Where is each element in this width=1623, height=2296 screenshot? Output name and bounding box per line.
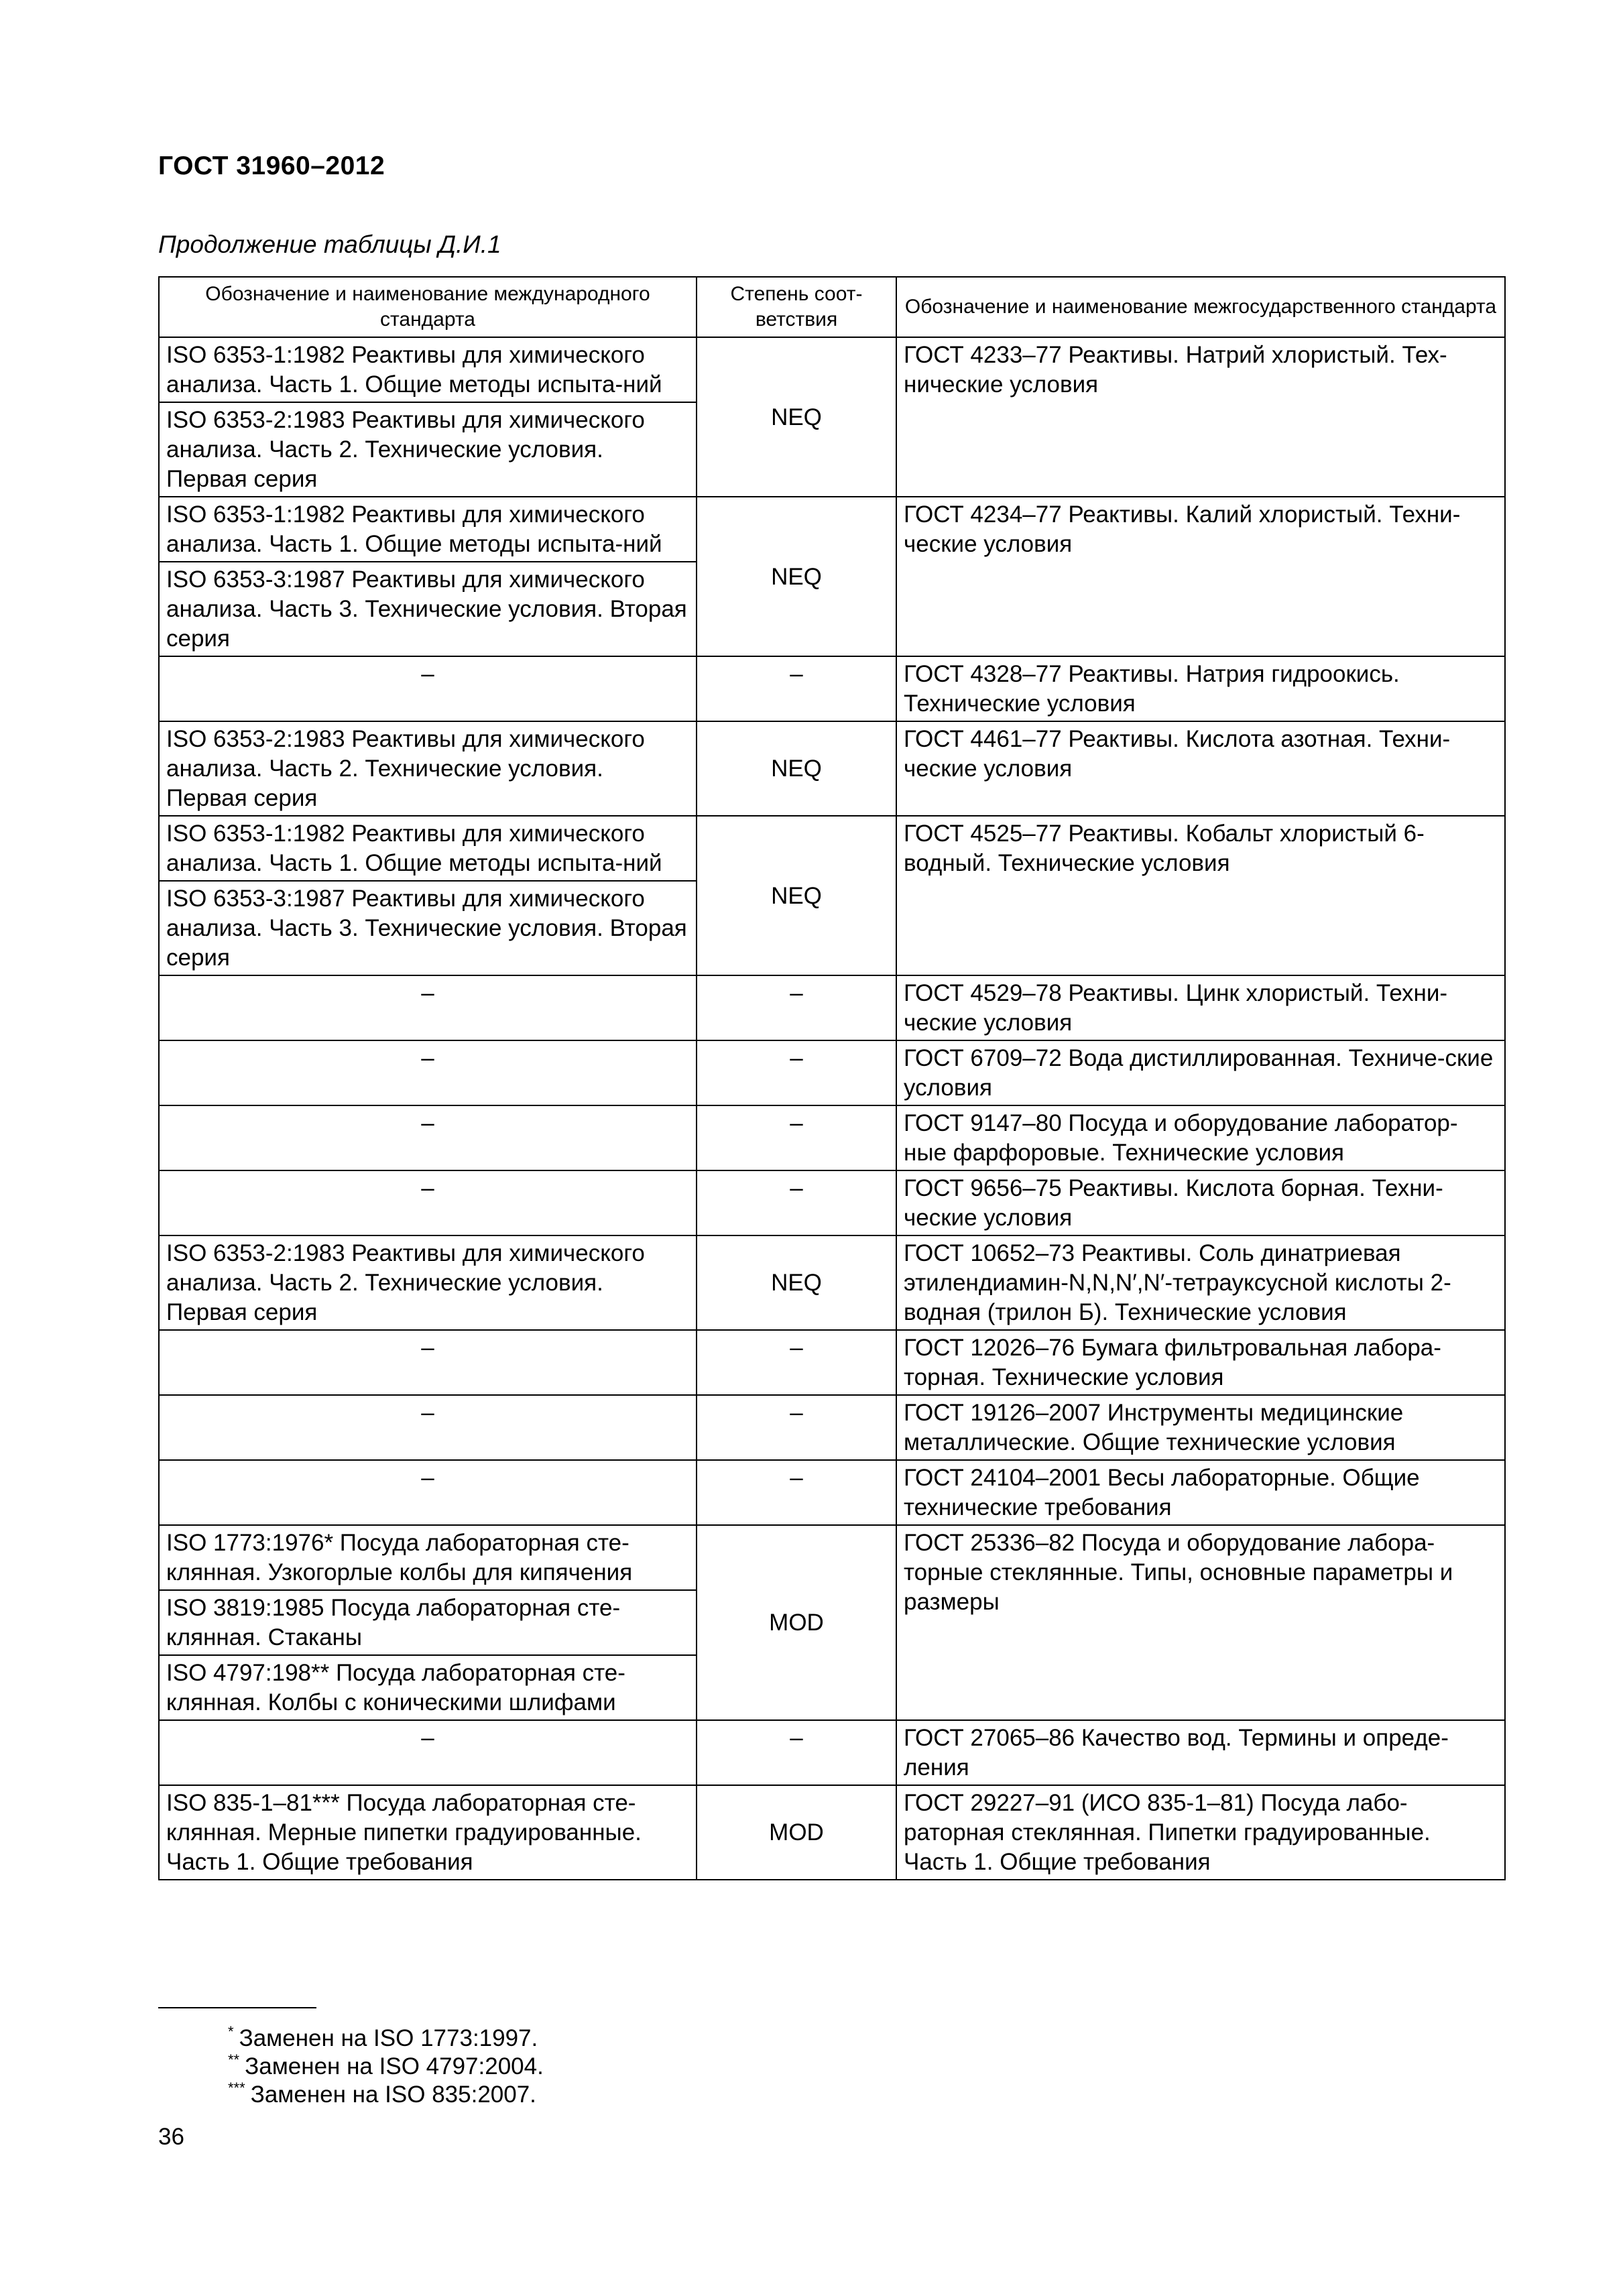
table-row	[159, 721, 1505, 816]
page-number: 36	[158, 2124, 184, 2150]
international-standard-cell: –	[159, 1105, 697, 1170]
footnote-mark: ***	[228, 2079, 245, 2096]
interstate-standard-cell: ГОСТ 4529–78 Реактивы. Цинк хлористый. Техни-ческие условия	[896, 975, 1505, 1040]
interstate-standard-cell: ГОСТ 29227–91 (ИСО 835-1–81) Посуда лабо-раторная стеклянная. Пипетки градуированные. Часть 1. Общие требования	[896, 1785, 1505, 1880]
interstate-standard-cell: ГОСТ 4461–77 Реактивы. Кислота азотная. Техни-ческие условия	[896, 721, 1505, 816]
degree-of-conformity-cell: –	[697, 1720, 896, 1785]
table-row	[159, 1720, 1505, 1785]
interstate-standard-cell: ГОСТ 4525–77 Реактивы. Кобальт хлористый 6-водный. Технические условия	[896, 816, 1505, 975]
international-standard-cell: ISO 6353-3:1987 Реактивы для химического анализа. Часть 3. Технические условия. Вторая серия	[159, 562, 697, 656]
international-standard-cell: –	[159, 656, 697, 721]
interstate-standard-cell: ГОСТ 27065–86 Качество вод. Термины и опреде-ления	[896, 1720, 1505, 1785]
table-row	[159, 1330, 1505, 1395]
table-row	[159, 656, 1505, 721]
interstate-standard-cell: ГОСТ 10652–73 Реактивы. Соль динатриевая этилендиамин-N,N,N′,N′-тетрауксусной кислоты 2-водная (трилон Б). Технические условия	[896, 1235, 1505, 1330]
degree-of-conformity-cell: NEQ	[697, 497, 896, 656]
degree-of-conformity-cell: –	[697, 1105, 896, 1170]
degree-of-conformity-cell: –	[697, 1460, 896, 1525]
international-standard-cell: ISO 835-1–81*** Посуда лабораторная сте-клянная. Мерные пипетки градуированные. Часть 1. Общие требования	[159, 1785, 697, 1880]
international-standard-cell: –	[159, 1040, 697, 1105]
interstate-standard-cell: ГОСТ 6709–72 Вода дистиллированная. Техниче-ские условия	[896, 1040, 1505, 1105]
international-standard-cell: ISO 6353-2:1983 Реактивы для химического анализа. Часть 2. Технические условия. Первая серия	[159, 402, 697, 497]
table-row	[159, 1785, 1505, 1880]
degree-of-conformity-cell: NEQ	[697, 816, 896, 975]
table-row	[159, 1395, 1505, 1460]
interstate-standard-cell: ГОСТ 24104–2001 Весы лабораторные. Общие технические требования	[896, 1460, 1505, 1525]
interstate-standard-cell: ГОСТ 4234–77 Реактивы. Калий хлористый. Техни-ческие условия	[896, 497, 1505, 656]
international-standard-cell: ISO 6353-1:1982 Реактивы для химического анализа. Часть 1. Общие методы испыта-ний	[159, 816, 697, 881]
degree-of-conformity-cell: NEQ	[697, 1235, 896, 1330]
table-row	[159, 975, 1505, 1040]
international-standard-cell: ISO 3819:1985 Посуда лабораторная сте-клянная. Стаканы	[159, 1590, 697, 1655]
international-standard-cell: –	[159, 1330, 697, 1395]
degree-of-conformity-cell: –	[697, 1395, 896, 1460]
table-row	[159, 337, 1505, 402]
international-standard-cell: ISO 6353-1:1982 Реактивы для химического анализа. Часть 1. Общие методы испыта-ний	[159, 337, 697, 402]
document-title: ГОСТ 31960–2012	[158, 152, 385, 180]
international-standard-cell: –	[159, 1460, 697, 1525]
interstate-standard-cell: ГОСТ 4233–77 Реактивы. Натрий хлористый. Тех-нические условия	[896, 337, 1505, 497]
international-standard-cell: –	[159, 1170, 697, 1235]
footnote	[228, 2074, 536, 2109]
degree-of-conformity-cell: –	[697, 975, 896, 1040]
table-row	[159, 1525, 1505, 1590]
degree-of-conformity-cell: –	[697, 1330, 896, 1395]
footnote-separator	[158, 2007, 316, 2008]
table-row	[159, 1040, 1505, 1105]
international-standard-cell: ISO 6353-2:1983 Реактивы для химического анализа. Часть 2. Технические условия. Первая серия	[159, 721, 697, 816]
degree-of-conformity-cell: –	[697, 656, 896, 721]
interstate-standard-cell: ГОСТ 19126–2007 Инструменты медицинские металлические. Общие технические условия	[896, 1395, 1505, 1460]
international-standard-cell: –	[159, 975, 697, 1040]
interstate-standard-cell: ГОСТ 9656–75 Реактивы. Кислота борная. Техни-ческие условия	[896, 1170, 1505, 1235]
footnote-text: Заменен на ISO 835:2007.	[250, 2081, 536, 2108]
table-row	[159, 497, 1505, 562]
table-row	[159, 1460, 1505, 1525]
header-international-standard: Обозначение и наименование международного стандарта	[159, 277, 697, 337]
international-standard-cell: ISO 4797:198** Посуда лабораторная сте-клянная. Колбы с коническими шлифами	[159, 1655, 697, 1720]
footnote-text: Заменен на ISO 4797:2004.	[245, 2053, 544, 2079]
standards-table	[158, 276, 1506, 1880]
table-header-row	[159, 277, 1505, 337]
interstate-standard-cell: ГОСТ 12026–76 Бумага фильтровальная лабора-торная. Технические условия	[896, 1330, 1505, 1395]
header-interstate-standard: Обозначение и наименование межгосударственного стандарта	[896, 277, 1505, 337]
footnote-mark: *	[228, 2023, 234, 2040]
interstate-standard-cell: ГОСТ 25336–82 Посуда и оборудование лабора-торные стеклянные. Типы, основные параметры и размеры	[896, 1525, 1505, 1720]
degree-of-conformity-cell: MOD	[697, 1785, 896, 1880]
international-standard-cell: –	[159, 1395, 697, 1460]
degree-of-conformity-cell: –	[697, 1170, 896, 1235]
international-standard-cell: ISO 6353-2:1983 Реактивы для химического анализа. Часть 2. Технические условия. Первая серия	[159, 1235, 697, 1330]
table-row	[159, 1170, 1505, 1235]
table-row	[159, 816, 1505, 881]
table-row	[159, 1235, 1505, 1330]
international-standard-cell: –	[159, 1720, 697, 1785]
international-standard-cell: ISO 6353-1:1982 Реактивы для химического анализа. Часть 1. Общие методы испыта-ний	[159, 497, 697, 562]
degree-of-conformity-cell: –	[697, 1040, 896, 1105]
degree-of-conformity-cell: NEQ	[697, 721, 896, 816]
interstate-standard-cell: ГОСТ 9147–80 Посуда и оборудование лаборатор-ные фарфоровые. Технические условия	[896, 1105, 1505, 1170]
degree-of-conformity-cell: NEQ	[697, 337, 896, 497]
footnote-text: Заменен на ISO 1773:1997.	[239, 2025, 538, 2051]
international-standard-cell: ISO 6353-3:1987 Реактивы для химического анализа. Часть 3. Технические условия. Вторая серия	[159, 881, 697, 975]
degree-of-conformity-cell: MOD	[697, 1525, 896, 1720]
header-degree-of-conformity: Степень соот-ветствия	[697, 277, 896, 337]
table-row	[159, 1105, 1505, 1170]
footnote-mark: **	[228, 2051, 240, 2068]
interstate-standard-cell: ГОСТ 4328–77 Реактивы. Натрия гидроокись. Технические условия	[896, 656, 1505, 721]
table-caption: Продолжение таблицы Д.И.1	[158, 231, 501, 258]
international-standard-cell: ISO 1773:1976* Посуда лабораторная сте-клянная. Узкогорлые колбы для кипячения	[159, 1525, 697, 1590]
